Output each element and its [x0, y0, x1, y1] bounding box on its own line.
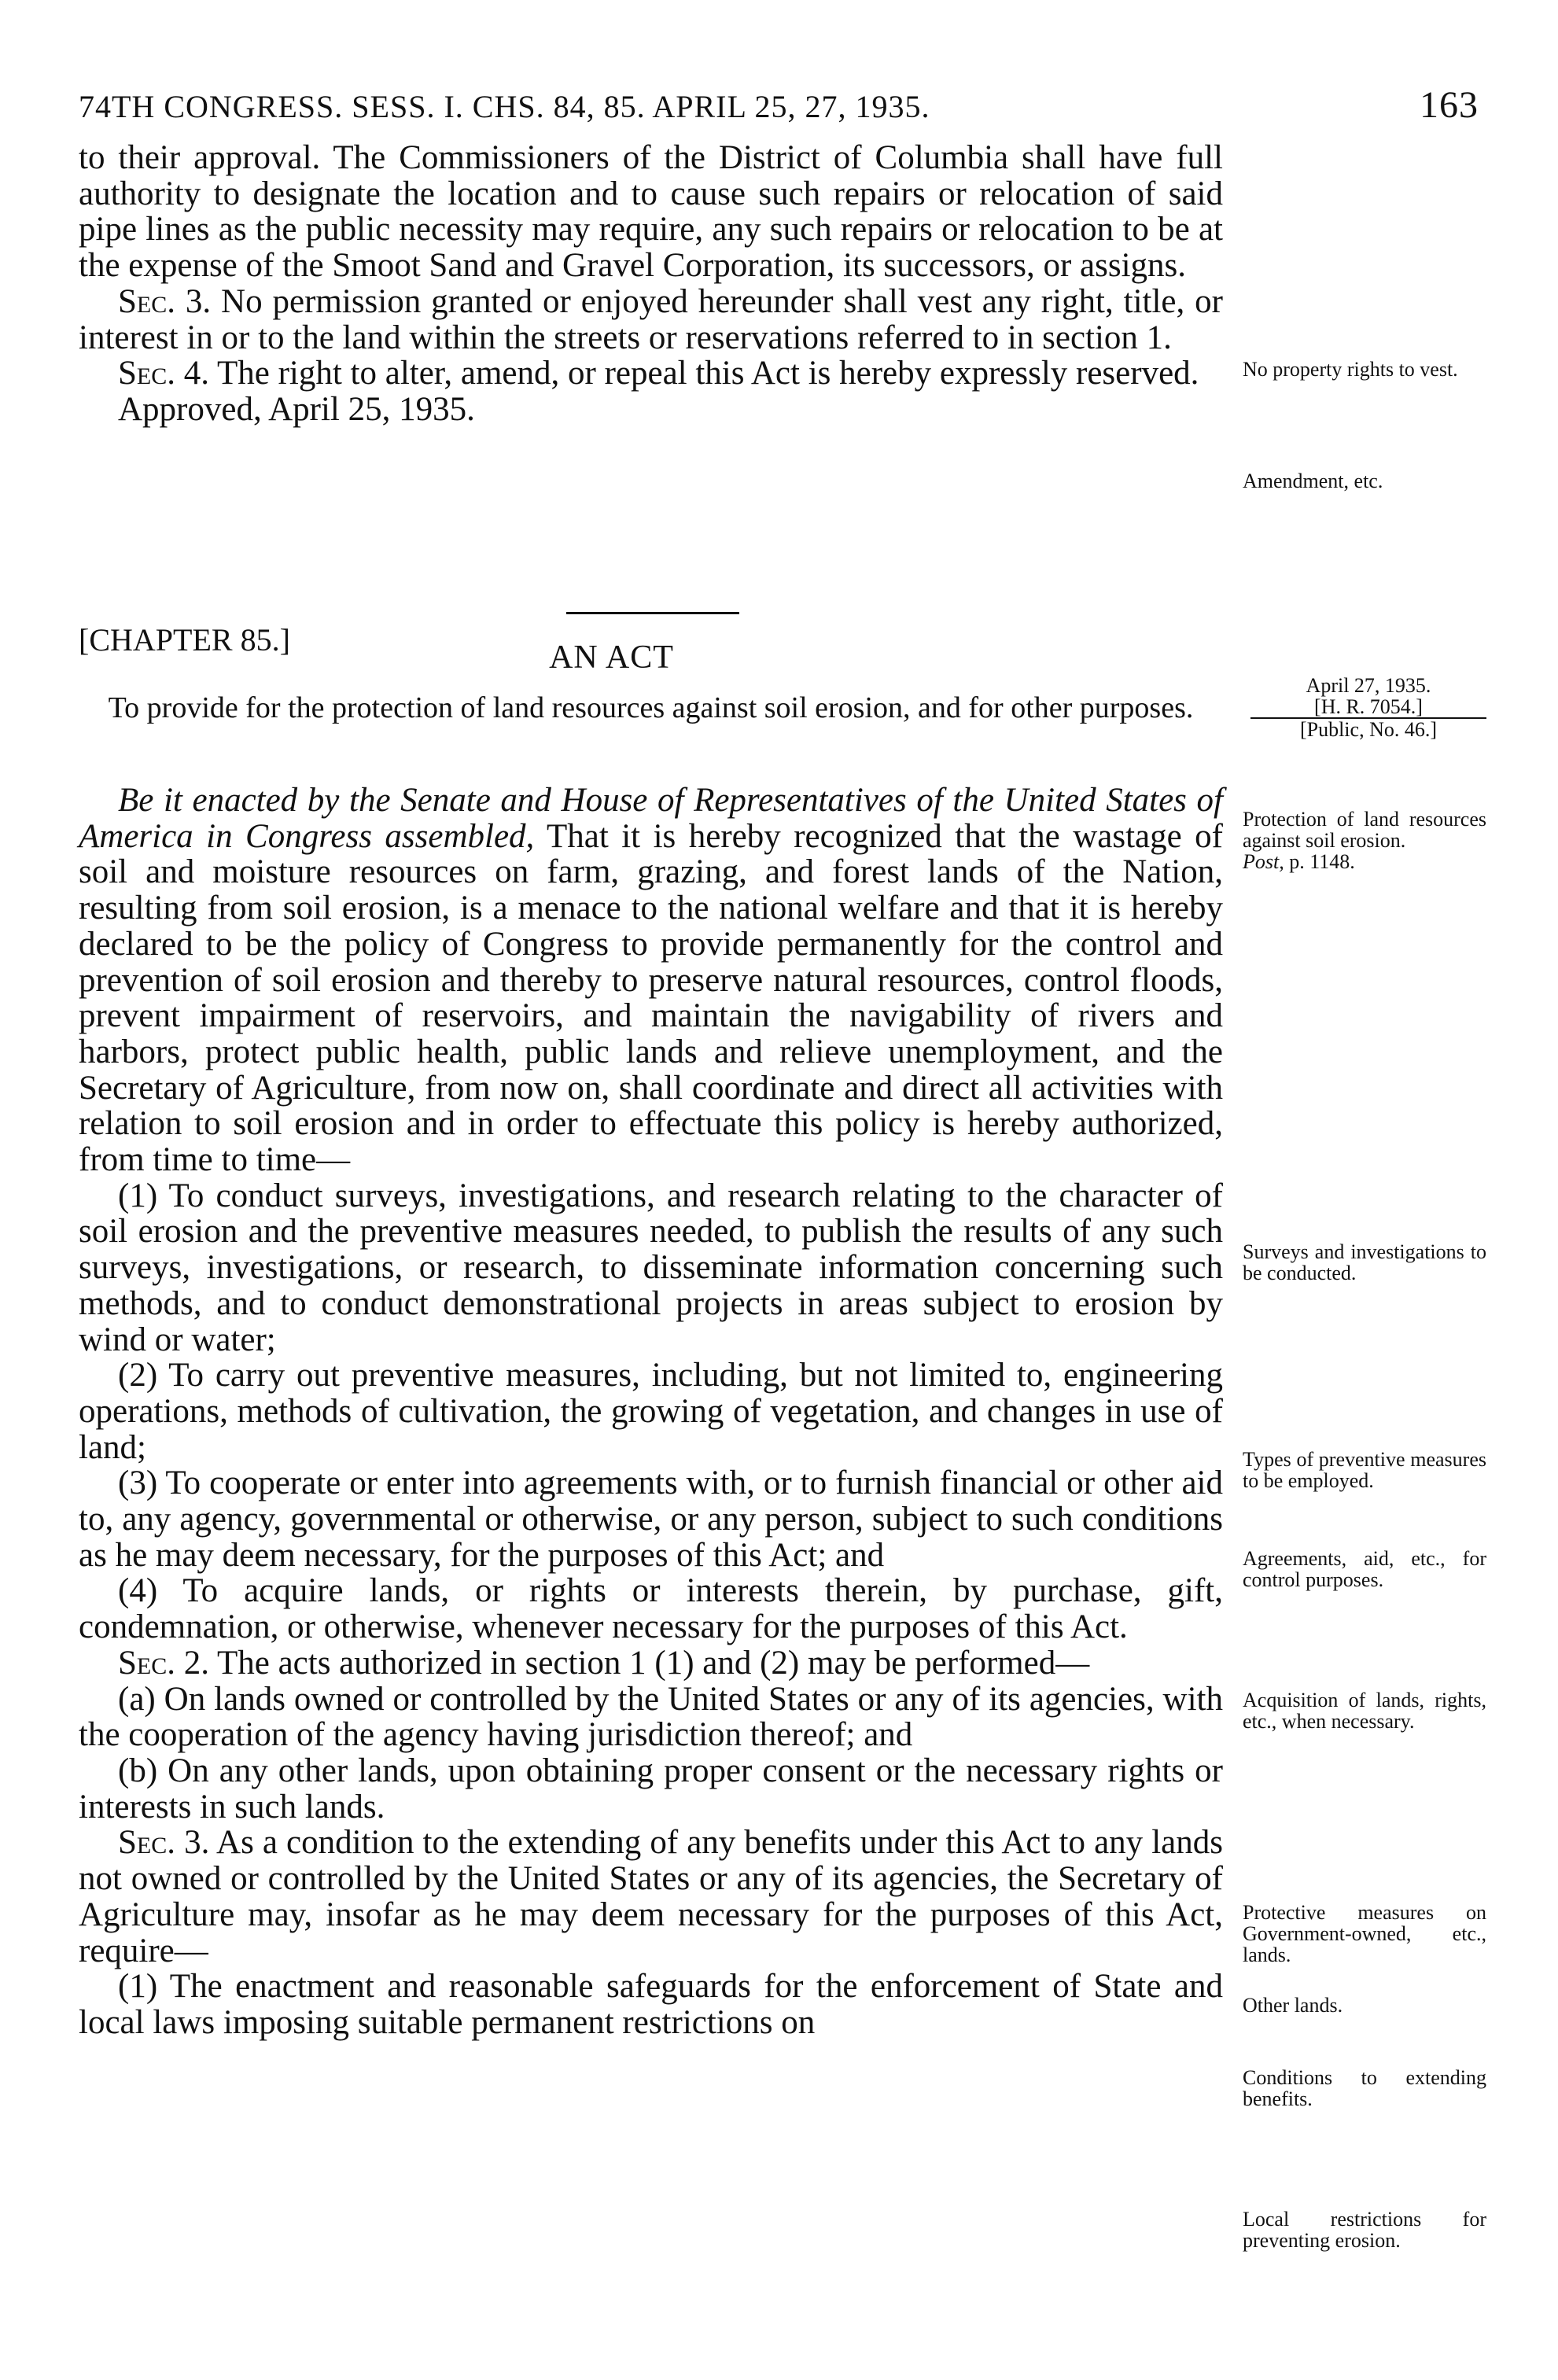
section-label: Sec. 3. — [118, 282, 212, 320]
running-head — [79, 84, 1479, 135]
public-law-number: [Public, No. 46.] — [1299, 718, 1438, 741]
margin-note-types: Types of preventive measures to be employed. — [1243, 1448, 1486, 1492]
margin-note-surveys: Surveys and investigations to be conducted. — [1243, 1240, 1486, 1284]
margin-note-protection-text: Protection of land resources against soil erosion. — [1243, 808, 1486, 852]
margin-note-protective: Protective measures on Government-owned, etc., lands. — [1243, 1901, 1486, 1966]
chapter-85-body — [79, 783, 1223, 2041]
section-text: The acts authorized in section 1 (1) and (2) may be performed— — [209, 1644, 1090, 1682]
ch84-section-3 — [79, 284, 1223, 356]
running-head-text: 74TH CONGRESS. SESS. I. CHS. 84, 85. APRIL 25, 27, 1935. — [79, 89, 930, 124]
post-reference-label: Post, — [1243, 850, 1284, 873]
section-label: Sec. 3. — [118, 1824, 210, 1862]
section-label: Sec. 4. — [118, 355, 209, 392]
section-text: The right to alter, amend, or repeal this Act is hereby expressly reserved. — [209, 355, 1199, 392]
section-1-item-3: (3) To cooperate or enter into agreements with, or to furnish financial or other aid to, any agency, governmental or otherwise, or any person, subject to such conditions as he may deem necessary, for the purposes of this Act; and — [79, 1464, 1223, 1574]
margin-note-conditions: Conditions to extending benefits. — [1243, 2066, 1486, 2110]
post-reference-page: p. 1148. — [1284, 850, 1355, 873]
margin-note-agreements: Agreements, aid, etc., for control purposes. — [1243, 1547, 1486, 1591]
page-number: 163 — [1420, 84, 1479, 126]
margin-note-acquisition: Acquisition of lands, rights, etc., when necessary. — [1243, 1689, 1486, 1733]
bill-number: [H. R. 7054.] — [1250, 696, 1486, 719]
section-3-item-1: (1) The enactment and reasonable safeguards for the enforcement of State and local laws imposing suitable permanent restrictions on — [79, 1968, 1223, 2041]
enacting-formula: Be it enacted by the Senate and House of Representatives of the United States of America in Congress assembled, — [79, 782, 1223, 855]
enacting-text: That it is hereby recognized that the wastage of soil and moisture resources on farm, grazing, and forest lands of the Nation, resulting from soil erosion, is a menace to the national welfare and that it is hereby declared to be the policy of Congress to provide permanently for the control and prevention of soil erosion and thereby to preserve natural resources, control floods, prevent impairment of reservoirs, and maintain the navigability of rivers and harbors, protect public health, public lands and relieve unemployment, and the Secretary of Agriculture, from now on, shall coordinate and direct all activities with relation to soil erosion and in order to effectuate this policy is hereby authorized, from time to time— — [79, 817, 1223, 1179]
section-label: Sec. 2. — [118, 1644, 209, 1682]
section-2 — [79, 1645, 1223, 1682]
enacting-clause — [79, 783, 1223, 1178]
act-date: April 27, 1935. — [1306, 674, 1431, 697]
ch84-paragraph-1: to their approval. The Commissioners of the District of Columbia shall have full authority to designate the location and to cause such repairs or relocation of said pipe lines as the public necessity may require, any such repairs or relocation to be at the expense of the Smoot Sand and Gravel Corporation, its successors, or assigns. — [79, 139, 1223, 285]
section-text: As a condition to the extending of any benefits under this Act to any lands not owned or controlled by the United States or any of its agencies, the Secretary of Agriculture may, insofar as he may deem necessary for the purposes of this Act, require— — [79, 1824, 1223, 1969]
chapter-divider-rule — [566, 612, 739, 614]
margin-note-protection — [1243, 809, 1486, 872]
act-title: To provide for the protection of land resources against soil erosion, and for other purposes. — [108, 691, 1194, 724]
approval-line: Approved, April 25, 1935. — [118, 390, 475, 428]
section-3 — [79, 1825, 1223, 1969]
chapter-84-continuation — [79, 140, 1223, 428]
chapter-85-label: [CHAPTER 85.] — [79, 622, 290, 658]
section-1-item-1: (1) To conduct surveys, investigations, and research relating to the character of soil erosion and the preventive measures needed, to publish the results of any such surveys, investigations, or research, to disseminate information concerning such methods, and to conduct demonstrational projects in areas subject to erosion by wind or water; — [79, 1177, 1223, 1358]
margin-note-no-property-rights: No property rights to vest. — [1243, 358, 1458, 381]
ch84-section-4 — [79, 356, 1223, 392]
margin-note-amendment: Amendment, etc. — [1243, 470, 1383, 492]
section-1-item-2: (2) To carry out preventive measures, including, but not limited to, engineering operations, methods of cultivation, the growing of vegetation, and changes in use of land; — [79, 1357, 1223, 1466]
section-1-item-4: (4) To acquire lands, or rights or interests therein, by purchase, gift, condemnation, or otherwise, whenever necessary for the purposes of this Act. — [79, 1572, 1223, 1646]
section-text: No permission granted or enjoyed hereunder shall vest any right, title, or interest in or to the land within the streets or reservations referred to in section 1. — [79, 282, 1223, 356]
section-2-item-b: (b) On any other lands, upon obtaining proper consent or the necessary rights or interests in such lands. — [79, 1752, 1223, 1826]
margin-note-other-lands: Other lands. — [1243, 1994, 1343, 2017]
section-2-item-a: (a) On lands owned or controlled by the United States or any of its agencies, with the cooperation of the agency having jurisdiction thereof; and — [79, 1680, 1223, 1754]
margin-note-local: Local restrictions for preventing erosion. — [1243, 2208, 1486, 2252]
bill-info — [1250, 675, 1486, 740]
an-act-heading: AN ACT — [549, 639, 674, 676]
